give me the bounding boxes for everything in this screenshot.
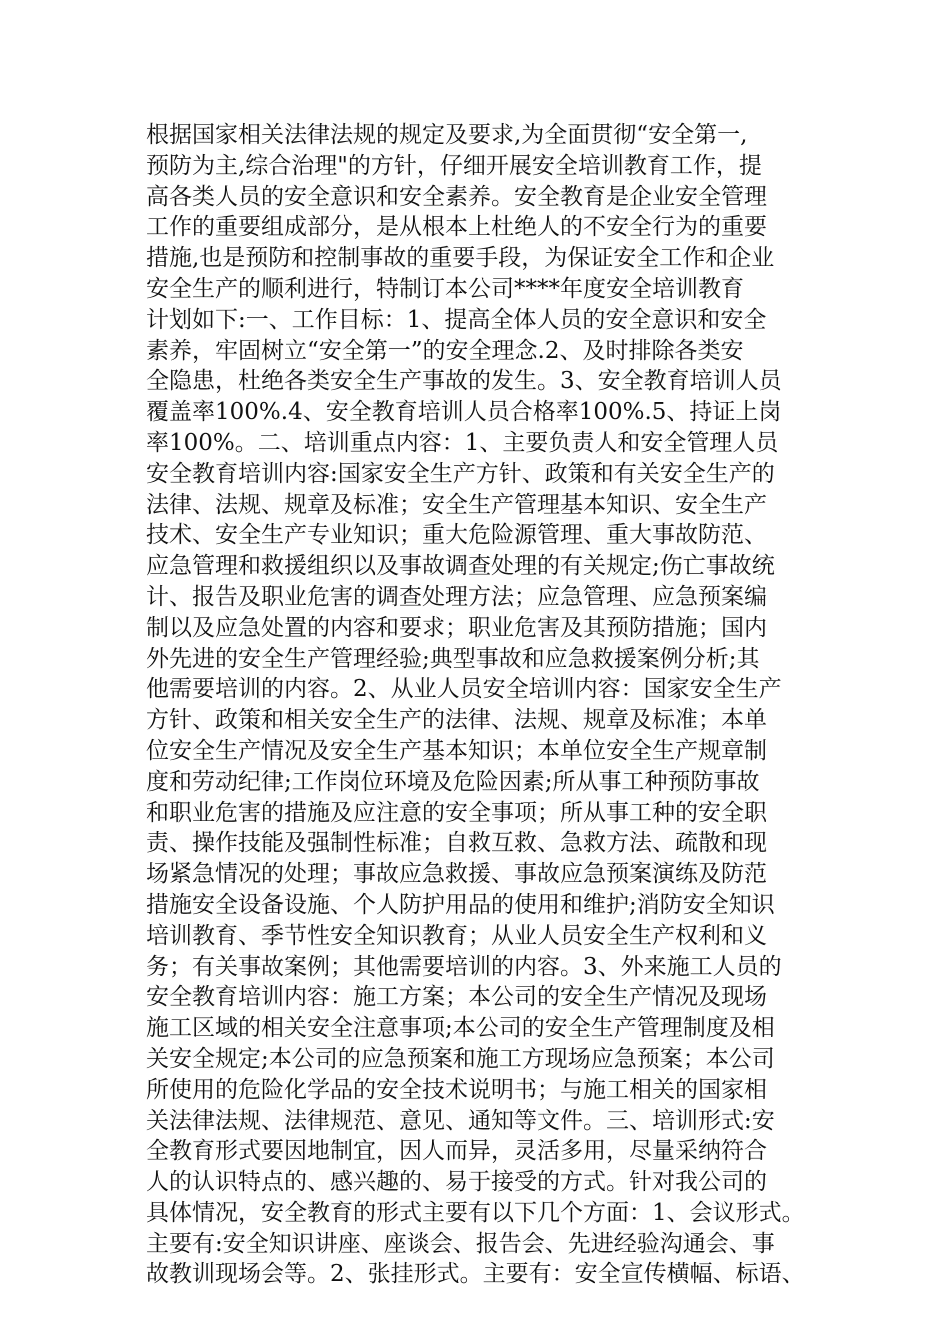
text-line: 预防为主,综合治理"的方针，仔细开展安全培训教育工作，提 xyxy=(146,152,762,179)
text-line: 位安全生产情况及安全生产基本知识；本单位安全生产规章制 xyxy=(146,737,767,764)
text-line: 人的认识特点的、感兴趣的、易于接受的方式。针对我公司的 xyxy=(146,1169,767,1196)
text-line: 务；有关事故案例；其他需要培训的内容。3、外来施工人员的 xyxy=(146,953,782,980)
text-line: 方针、政策和相关安全生产的法律、法规、规章及标准；本单 xyxy=(146,707,767,734)
text-line: 法律、法规、规章及标准；安全生产管理基本知识、安全生产 xyxy=(146,491,767,518)
text-line: 全隐患，杜绝各类安全生产事故的发生。3、安全教育培训人员 xyxy=(146,368,782,395)
text-line: 安全教育培训内容:国家安全生产方针、政策和有关安全生产的 xyxy=(146,460,775,487)
text-line: 率100%。二、培训重点内容：1、主要负责人和安全管理人员 xyxy=(146,429,779,456)
text-line: 具体情况，安全教育的形式主要有以下几个方面：1、会议形式。 xyxy=(146,1199,805,1226)
text-line: 培训教育、季节性安全知识教育；从业人员安全生产权利和义 xyxy=(146,922,767,949)
text-line: 安全生产的顺利进行，特制订本公司****年度安全培训教育 xyxy=(146,275,744,302)
text-line: 覆盖率100%.4、安全教育培训人员合格率100%.5、持证上岗 xyxy=(146,399,782,426)
text-line: 责、操作技能及强制性标准；自救互救、急救方法、疏散和现 xyxy=(146,830,767,857)
text-line: 高各类人员的安全意识和安全素养。安全教育是企业安全管理 xyxy=(146,183,767,210)
text-line: 所使用的危险化学品的安全技术说明书；与施工相关的国家相 xyxy=(146,1076,767,1103)
text-line: 他需要培训的内容。2、从业人员安全培训内容：国家安全生产 xyxy=(146,676,782,703)
text-line: 故教训现场会等。2、张挂形式。主要有：安全宣传横幅、标语、 xyxy=(146,1261,805,1288)
text-line: 关安全规定;本公司的应急预案和施工方现场应急预案；本公司 xyxy=(146,1045,775,1072)
text-line: 技术、安全生产专业知识；重大危险源管理、重大事故防范、 xyxy=(146,522,767,549)
text-line: 根据国家相关法律法规的规定及要求,为全面贯彻“安全第一, xyxy=(146,122,748,148)
text-line: 工作的重要组成部分，是从根本上杜绝人的不安全行为的重要 xyxy=(146,214,767,241)
text-line: 安全教育培训内容：施工方案；本公司的安全生产情况及现场 xyxy=(146,984,767,1011)
text-line: 全教育形式要因地制宜，因人而异，灵活多用，尽量采纳符合 xyxy=(146,1138,767,1165)
text-line: 主要有:安全知识讲座、座谈会、报告会、先进经验沟通会、事 xyxy=(146,1230,775,1257)
text-line: 关法律法规、法律规范、意见、通知等文件。三、培训形式:安 xyxy=(146,1107,775,1134)
text-line: 度和劳动纪律;工作岗位环境及危险因素;所从事工种预防事故 xyxy=(146,768,760,795)
body-text xyxy=(146,120,836,1290)
text-line: 计、报告及职业危害的调查处理方法；应急管理、应急预案编 xyxy=(146,583,767,610)
text-line: 计划如下:一、工作目标：1、提高全体人员的安全意识和安全 xyxy=(146,306,767,333)
text-line: 外先进的安全生产管理经验;典型事故和应急救援案例分析;其 xyxy=(146,645,760,672)
text-line: 措施,也是预防和控制事故的重要手段，为保证安全工作和企业 xyxy=(146,245,775,272)
text-line: 场紧急情况的处理；事故应急救援、事故应急预案演练及防范 xyxy=(146,861,767,888)
text-line: 应急管理和救援组织以及事故调查处理的有关规定;伤亡事故统 xyxy=(146,553,775,580)
text-line: 和职业危害的措施及应注意的安全事项；所从事工种的安全职 xyxy=(146,799,767,826)
text-line: 措施安全设备设施、个人防护用品的使用和维护;消防安全知识 xyxy=(146,891,775,918)
text-line: 施工区域的相关安全注意事项;本公司的安全生产管理制度及相 xyxy=(146,1015,775,1042)
text-line: 制以及应急处置的内容和要求；职业危害及其预防措施；国内 xyxy=(146,614,767,641)
text-line: 素养，牢固树立“安全第一”的安全理念.2、及时排除各类安 xyxy=(146,337,744,364)
